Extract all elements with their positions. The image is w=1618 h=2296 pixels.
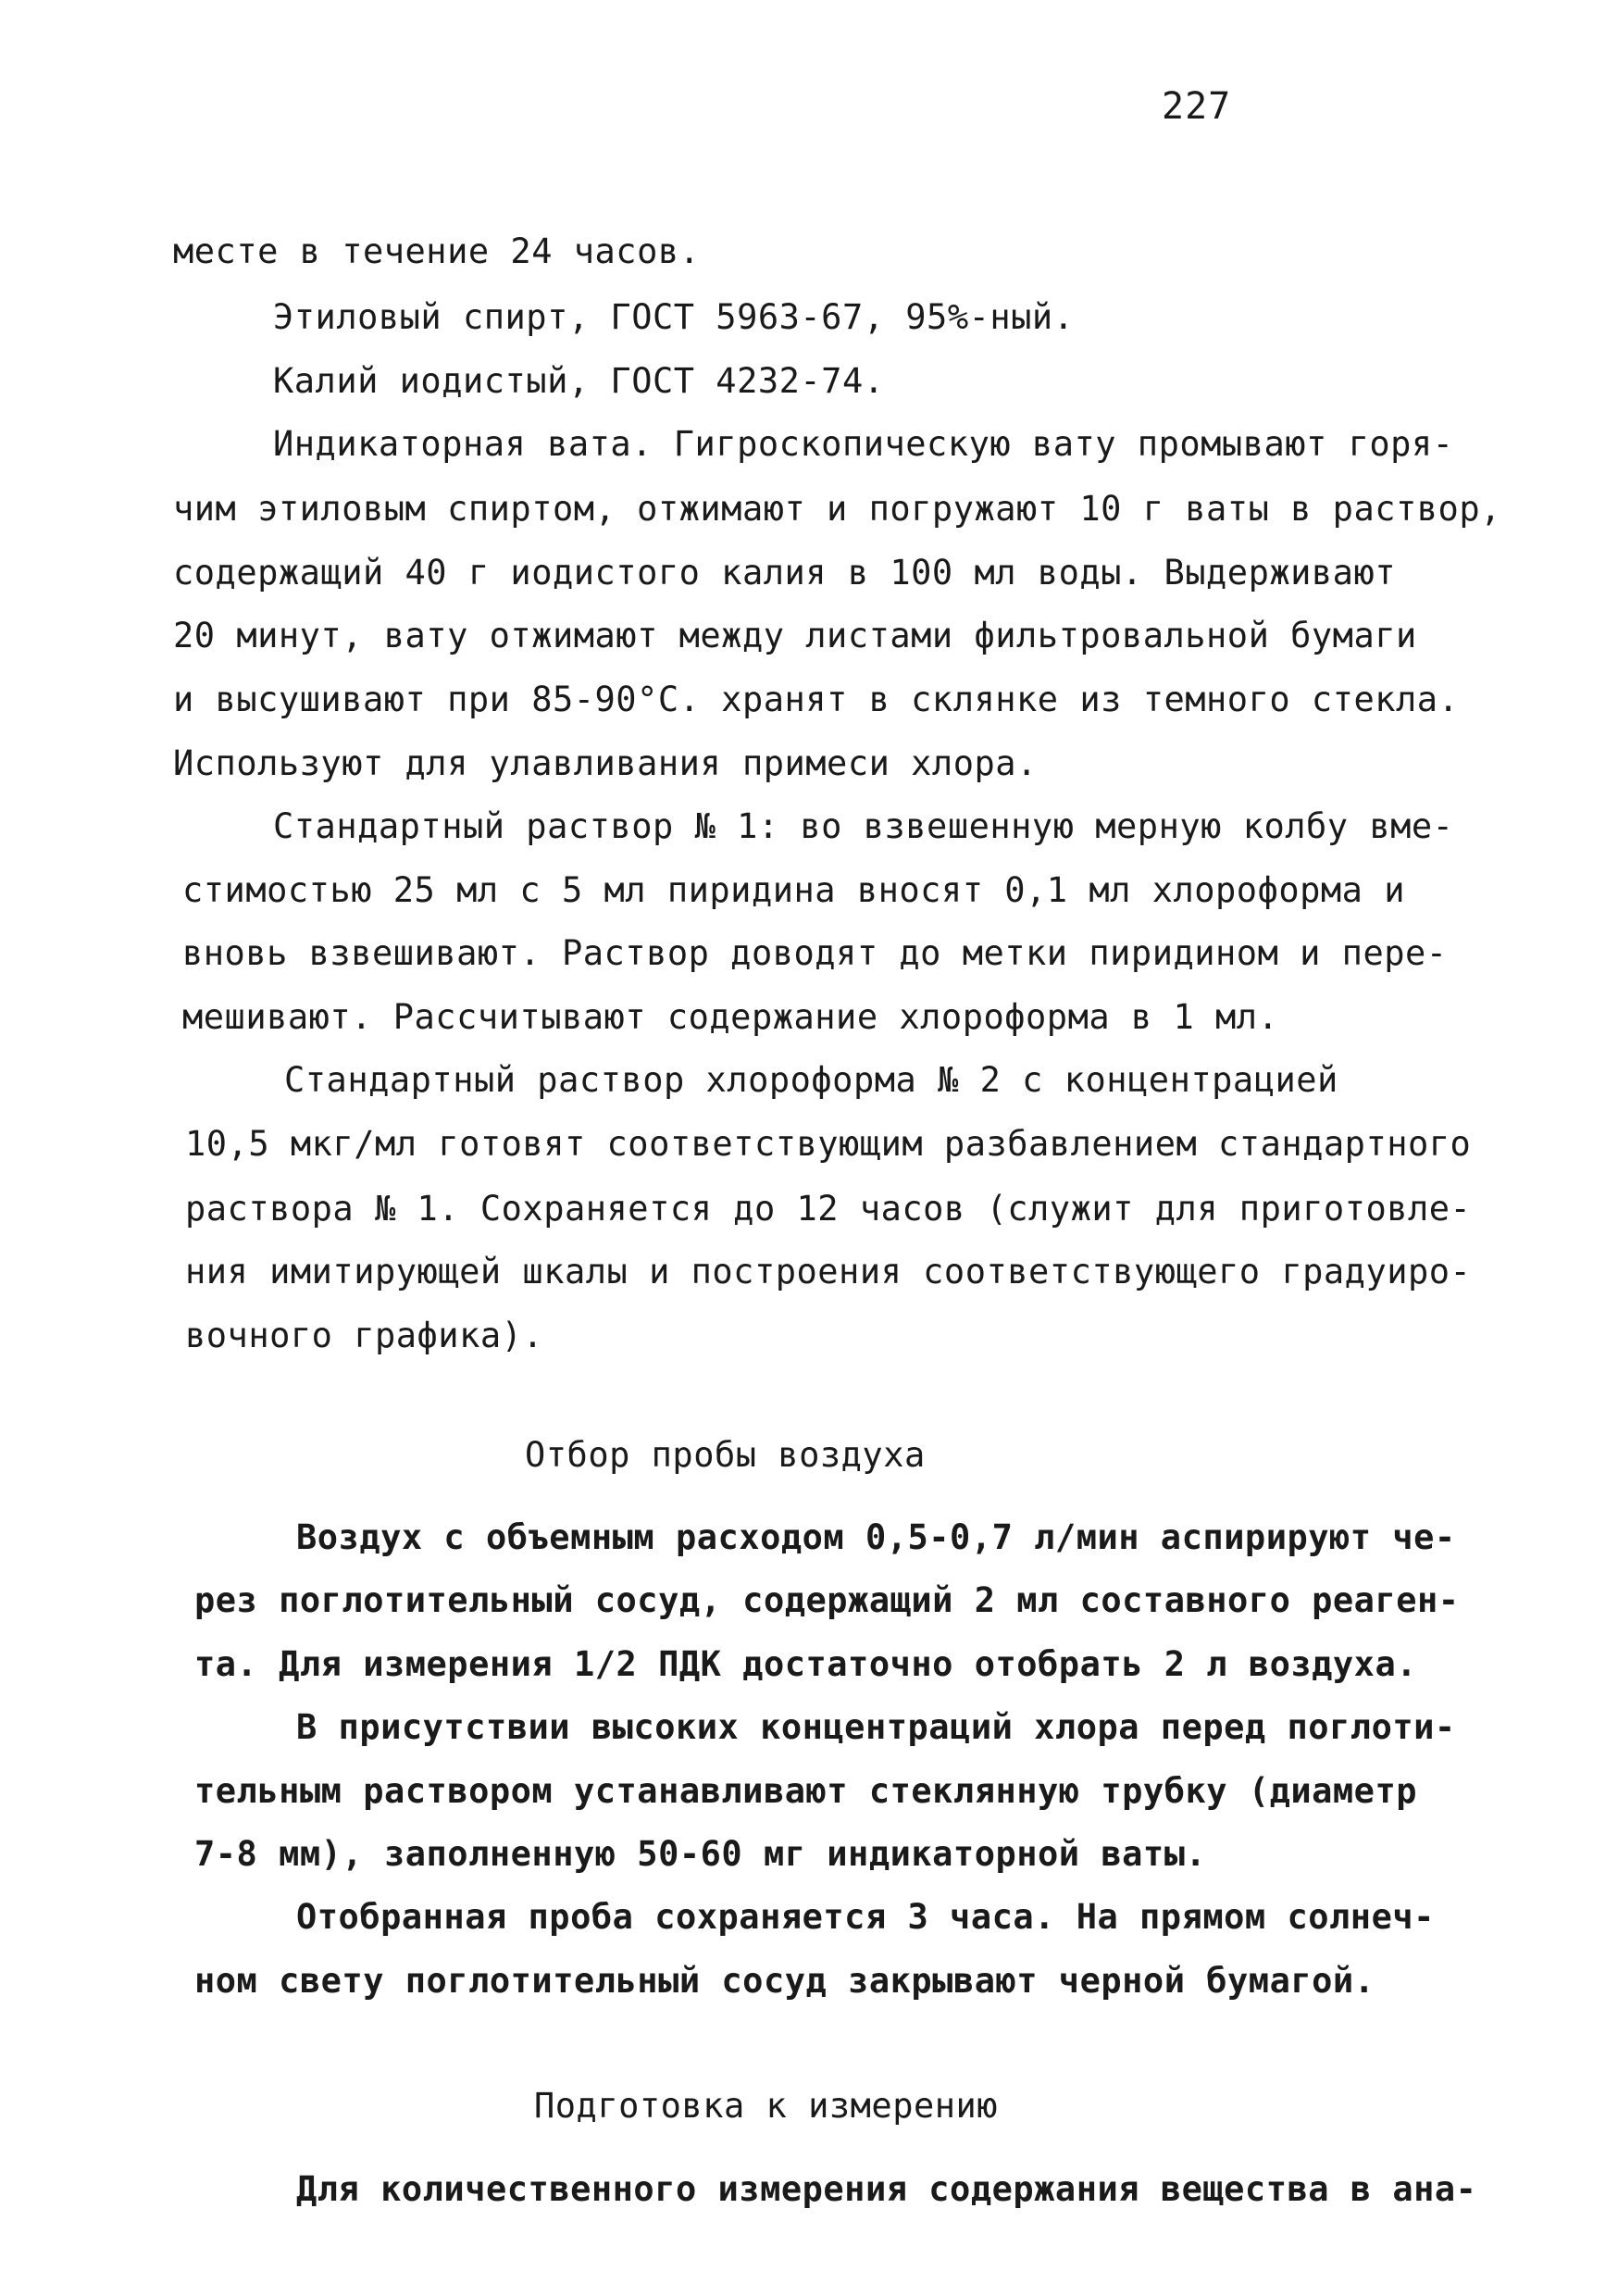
page-number: 227: [1162, 85, 1232, 128]
text-line: Отобранная проба сохраняется 3 часа. На прямом солнеч-: [296, 1897, 1435, 1937]
section-heading: Подготовка к измерению: [534, 2086, 999, 2126]
text-line: ном свету поглотительный сосуд закрывают черной бумагой.: [194, 1961, 1375, 2001]
text-line: 20 минут, вату отжимают между листами фильтровальной бумаги: [173, 616, 1417, 655]
text-line: 10,5 мкг/мл готовят соответствующим разбавлением стандартного: [185, 1124, 1472, 1164]
text-line: чим этиловым спиртом, отжимают и погружают 10 г ваты в раствор,: [173, 489, 1501, 529]
text-line: раствора № 1. Сохраняется до 12 часов (служит для приготовле-: [185, 1189, 1472, 1229]
text-line: вочного графика).: [185, 1316, 544, 1355]
text-line: Этиловый спирт, ГОСТ 5963-67, 95%-ный.: [273, 297, 1075, 337]
text-line: стимостью 25 мл с 5 мл пиридина вносят 0,1 мл хлороформа и: [182, 870, 1406, 910]
text-line: месте в течение 24 часов.: [173, 231, 701, 271]
text-line: Калий иодистый, ГОСТ 4232-74.: [273, 361, 885, 401]
section-heading: Отбор пробы воздуха: [525, 1435, 926, 1475]
text-line: тельным раствором устанавливают стеклянную трубку (диаметр: [194, 1771, 1418, 1811]
text-line: вновь взвешивают. Раствор доводят до метки пиридином и пере-: [182, 933, 1448, 973]
text-line: Стандартный раствор хлороформа № 2 с концентрацией: [284, 1060, 1338, 1100]
text-line: и высушивают при 85-90°С. хранят в склянке из темного стекла.: [173, 680, 1460, 719]
text-line: рез поглотительный сосуд, содержащий 2 мл составного реаген-: [194, 1580, 1460, 1620]
text-line: содержащий 40 г иодистого калия в 100 мл воды. Выдерживают: [173, 553, 1397, 593]
text-line: 7-8 мм), заполненную 50-60 мг индикаторной ваты.: [194, 1834, 1207, 1874]
text-line: Используют для улавливания примеси хлора.: [173, 743, 1038, 783]
text-line: Воздух с объемным расходом 0,5-0,7 л/мин аспирируют че-: [296, 1517, 1456, 1557]
text-line: В присутствии высоких концентраций хлора перед поглоти-: [296, 1707, 1456, 1747]
text-line: Индикаторная вата. Гигроскопическую вату промывают горя-: [273, 424, 1454, 464]
text-line: Для количественного измерения содержания вещества в ана-: [296, 2169, 1477, 2209]
text-line: Стандартный раствор № 1: во взвешенную мерную колбу вме-: [273, 806, 1454, 846]
text-line: та. Для измерения 1/2 ПДК достаточно отобрать 2 л воздуха.: [194, 1644, 1418, 1684]
text-line: ния имитирующей шкалы и построения соответствующего градуиро-: [185, 1252, 1472, 1292]
text-line: мешивают. Рассчитывают содержание хлороформа в 1 мл.: [182, 997, 1279, 1037]
